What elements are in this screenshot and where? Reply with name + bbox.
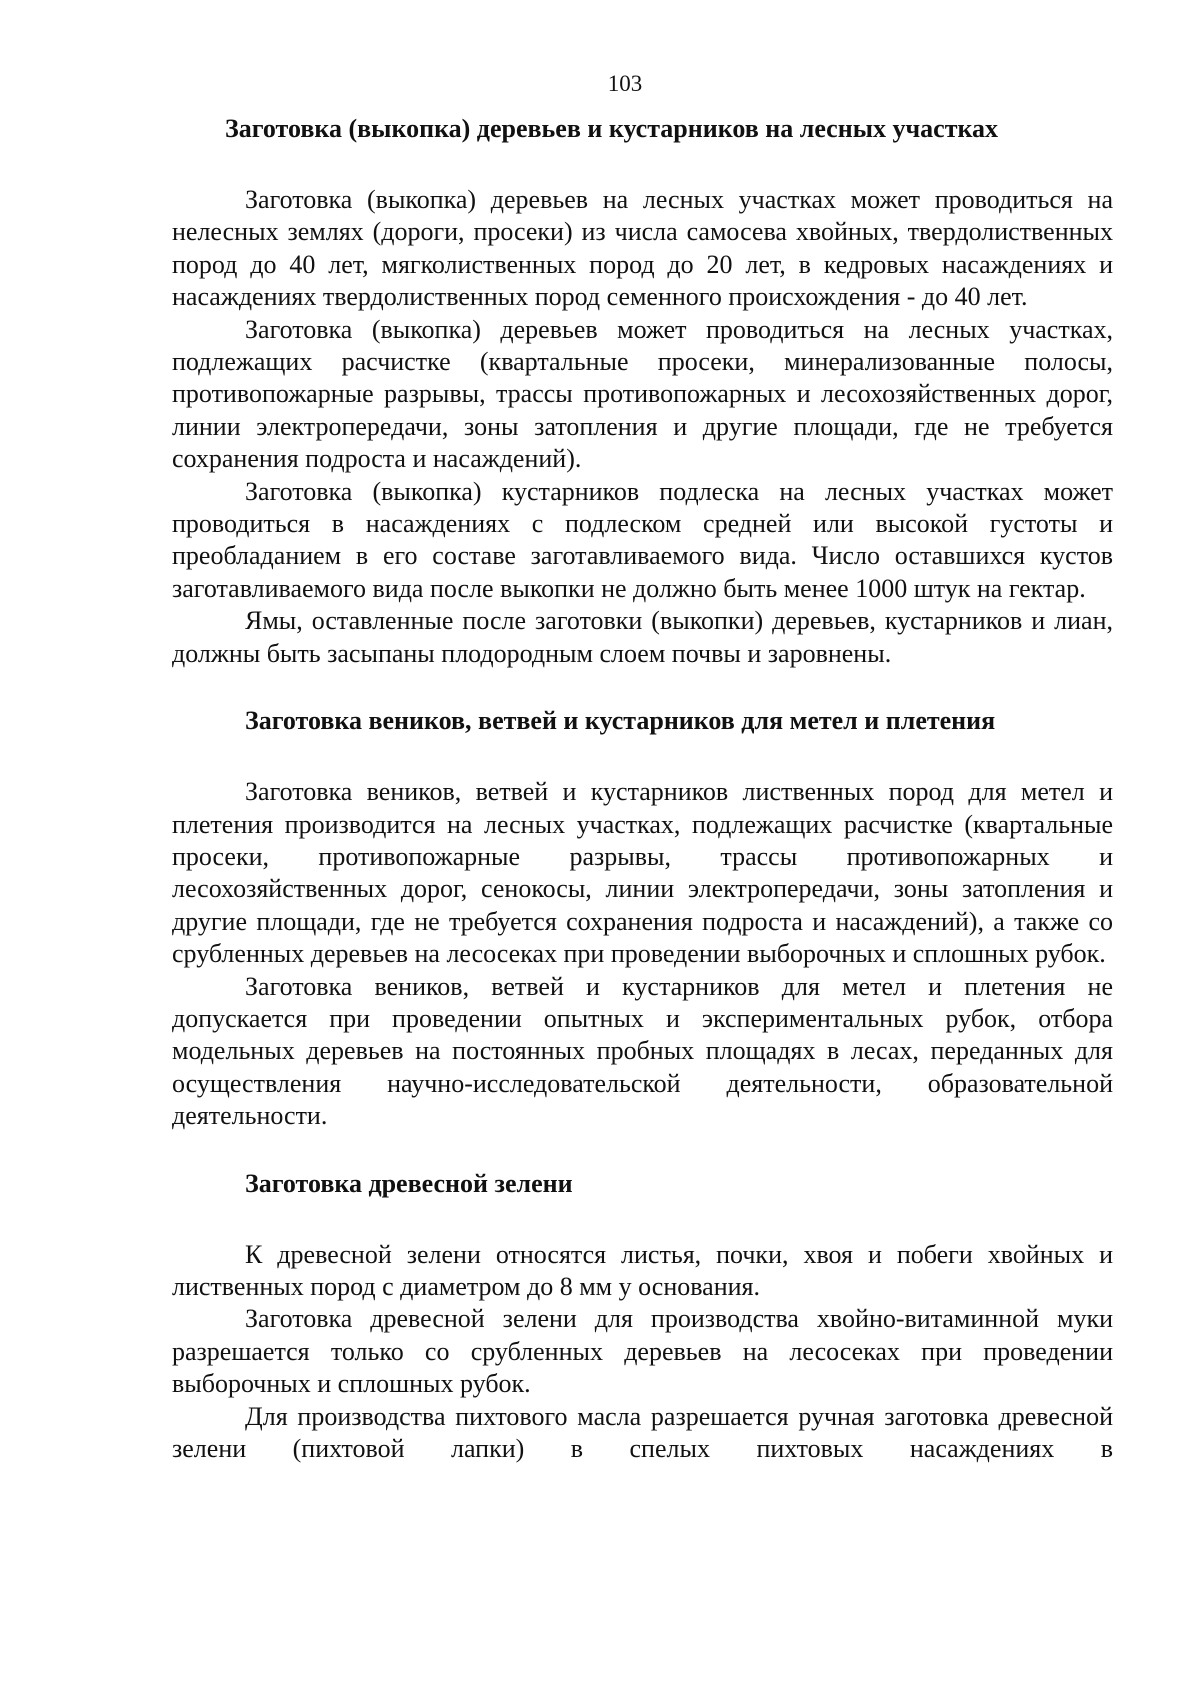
- paragraph: Заготовка (выкопка) кустарников подлеска на лесных участках может проводиться в насаждениях с подлеском средней или высокой густоты и преобладанием в его составе заготавливаемого вида. Число оставшихся кустов заготавливаемого вида после выкопки не должно быть менее 1000 штук на гектар.: [172, 476, 1113, 603]
- section-tree-shrub-digging: [172, 112, 1113, 670]
- page-content: [172, 112, 1113, 1465]
- section-tree-greenery: [172, 1167, 1113, 1466]
- page-number: 103: [607, 71, 643, 96]
- paragraph: Заготовка веников, ветвей и кустарников лиственных пород для метел и плетения производится на лесных участках, подлежащих расчистке (квартальные просеки, противопожарные разрывы, трассы противопожарных и лесохозяйственных дорог, сенокосы, линии электропередачи, зоны затопления и другие площади, где не требуется сохранения подроста и насаждений), а также со срубленных деревьев на лесосеках при проведении выборочных и сплошных рубок.: [172, 777, 1113, 969]
- paragraph: Заготовка веников, ветвей и кустарников для метел и плетения не допускается при проведении опытных и экспериментальных рубок, отбора модельных деревьев на постоянных пробных площадях в лесах, переданных для осуществления научно-исследовательской деятельности, образовательной деятельности.: [172, 971, 1113, 1131]
- paragraph: К древесной зелени относятся листья, почки, хвоя и побеги хвойных и лиственных пород с диаметром до 8 мм у основания.: [172, 1239, 1113, 1301]
- paragraph: Заготовка (выкопка) деревьев на лесных участках может проводиться на нелесных землях (дороги, просеки) из числа самосева хвойных, твердолиственных пород до 40 лет, мягколиственных пород до 20 лет, в кедровых насаждениях и насаждениях твердолиственных пород семенного происхождения - до 40 лет.: [172, 185, 1113, 312]
- paragraph: Заготовка древесной зелени для производства хвойно-витаминной муки разрешается только со срубленных деревьев на лесосеках при проведении выборочных и сплошных рубок.: [172, 1304, 1113, 1399]
- paragraph: Для производства пихтового масла разрешается ручная заготовка древесной зелени (пихтовой лапки) в спелых пихтовых насаждениях в: [172, 1401, 1113, 1463]
- section-brooms-branches: [172, 704, 1113, 1132]
- section-heading: Заготовка (выкопка) деревьев и кустарников на лесных участках: [225, 114, 999, 143]
- paragraph: Заготовка (выкопка) деревьев может проводиться на лесных участках, подлежащих расчистке (квартальные просеки, минерализованные полосы, противопожарные разрывы, трассы противопожарных и лесохозяйственных дорог, линии электропередачи, зоны затопления и другие площади, где не требуется сохранения подроста и насаждений).: [172, 314, 1113, 474]
- section-heading: Заготовка древесной зелени: [245, 1168, 573, 1198]
- section-heading: Заготовка веников, ветвей и кустарников для метел и плетения: [245, 706, 996, 736]
- paragraph: Ямы, оставленные после заготовки (выкопки) деревьев, кустарников и лиан, должны быть засыпаны плодородным слоем почвы и заровнены.: [172, 606, 1113, 668]
